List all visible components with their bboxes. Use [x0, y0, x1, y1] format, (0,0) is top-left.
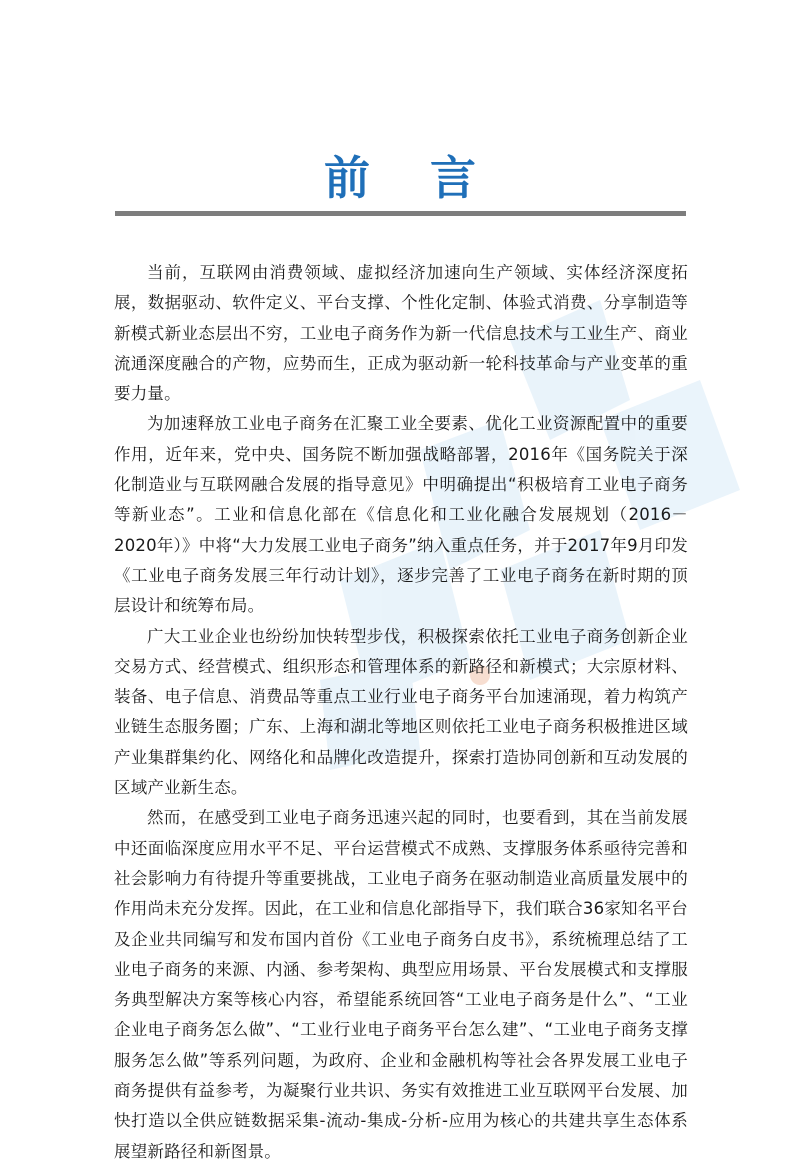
- page-title: 前 言: [323, 151, 498, 205]
- preface-body: [114, 258, 688, 1167]
- paragraph-3: 广大工业企业也纷纷加快转型步伐，积极探索依托工业电子商务创新企业交易方式、经营模式、组织形态和管理体系的新路径和新模式；大宗原材料、装备、电子信息、消费品等重点工业行业电子商务平台加速涌现，着力构筑产业链生态服务圈；广东、上海和湖北等地区则依托工业电子商务积极推进区域产业集群集约化、网络化和品牌化改造提升，探索打造协同创新和互动发展的区域产业新生态。: [114, 626, 688, 798]
- paragraph-2: 为加速释放工业电子商务在汇聚工业全要素、优化工业资源配置中的重要作用，近年来，党中央、国务院不断加强战略部署，2016年《国务院关于深化制造业与互联网融合发展的指导意见》中明确提出“积极培育工业电子商务等新业态”。工业和信息化部在《信息化和工业化融合发展规划（2016－2020年）》中将“大力发展工业电子商务”纳入重点任务，并于2017年9月印发《工业电子商务发展三年行动计划》，逐步完善了工业电子商务在新时期的顶层设计和统筹布局。: [114, 414, 688, 616]
- title-divider: [115, 211, 686, 216]
- paragraph-1: 当前，互联网由消费领域、虚拟经济加速向生产领域、实体经济深度拓展，数据驱动、软件定义、平台支撑、个性化定制、体验式消费、分享制造等新模式新业态层出不穷，工业电子商务作为新一代信息技术与工业生产、商业流通深度融合的产物，应势而生，正成为驱动新一轮科技革命与产业变革的重要力量。: [114, 263, 688, 404]
- paragraph-4: 然而，在感受到工业电子商务迅速兴起的同时，也要看到，其在当前发展中还面临深度应用水平不足、平台运营模式不成熟、支撑服务体系亟待完善和社会影响力有待提升等重要挑战，工业电子商务在驱动制造业高质量发展中的作用尚未充分发挥。因此，在工业和信息化部指导下，我们联合36家知名平台及企业共同编写和发布国内首份《工业电子商务白皮书》，系统梳理总结了工业电子商务的来源、内涵、参考架构、典型应用场景、平台发展模式和支撑服务典型解决方案等核心内容，希望能系统回答“工业电子商务是什么”、“工业企业电子商务怎么做”、“工业行业电子商务平台怎么建”、“工业电子商务支撑服务怎么做”等系列问题，为政府、企业和金融机构等社会各界发展工业电子商务提供有益参考，为凝聚行业共识、务实有效推进工业互联网平台发展、加快打造以全供应链数据采集-流动-集成-分析-应用为核心的共建共享生态体系展望新路径和新图景。: [114, 808, 688, 1161]
